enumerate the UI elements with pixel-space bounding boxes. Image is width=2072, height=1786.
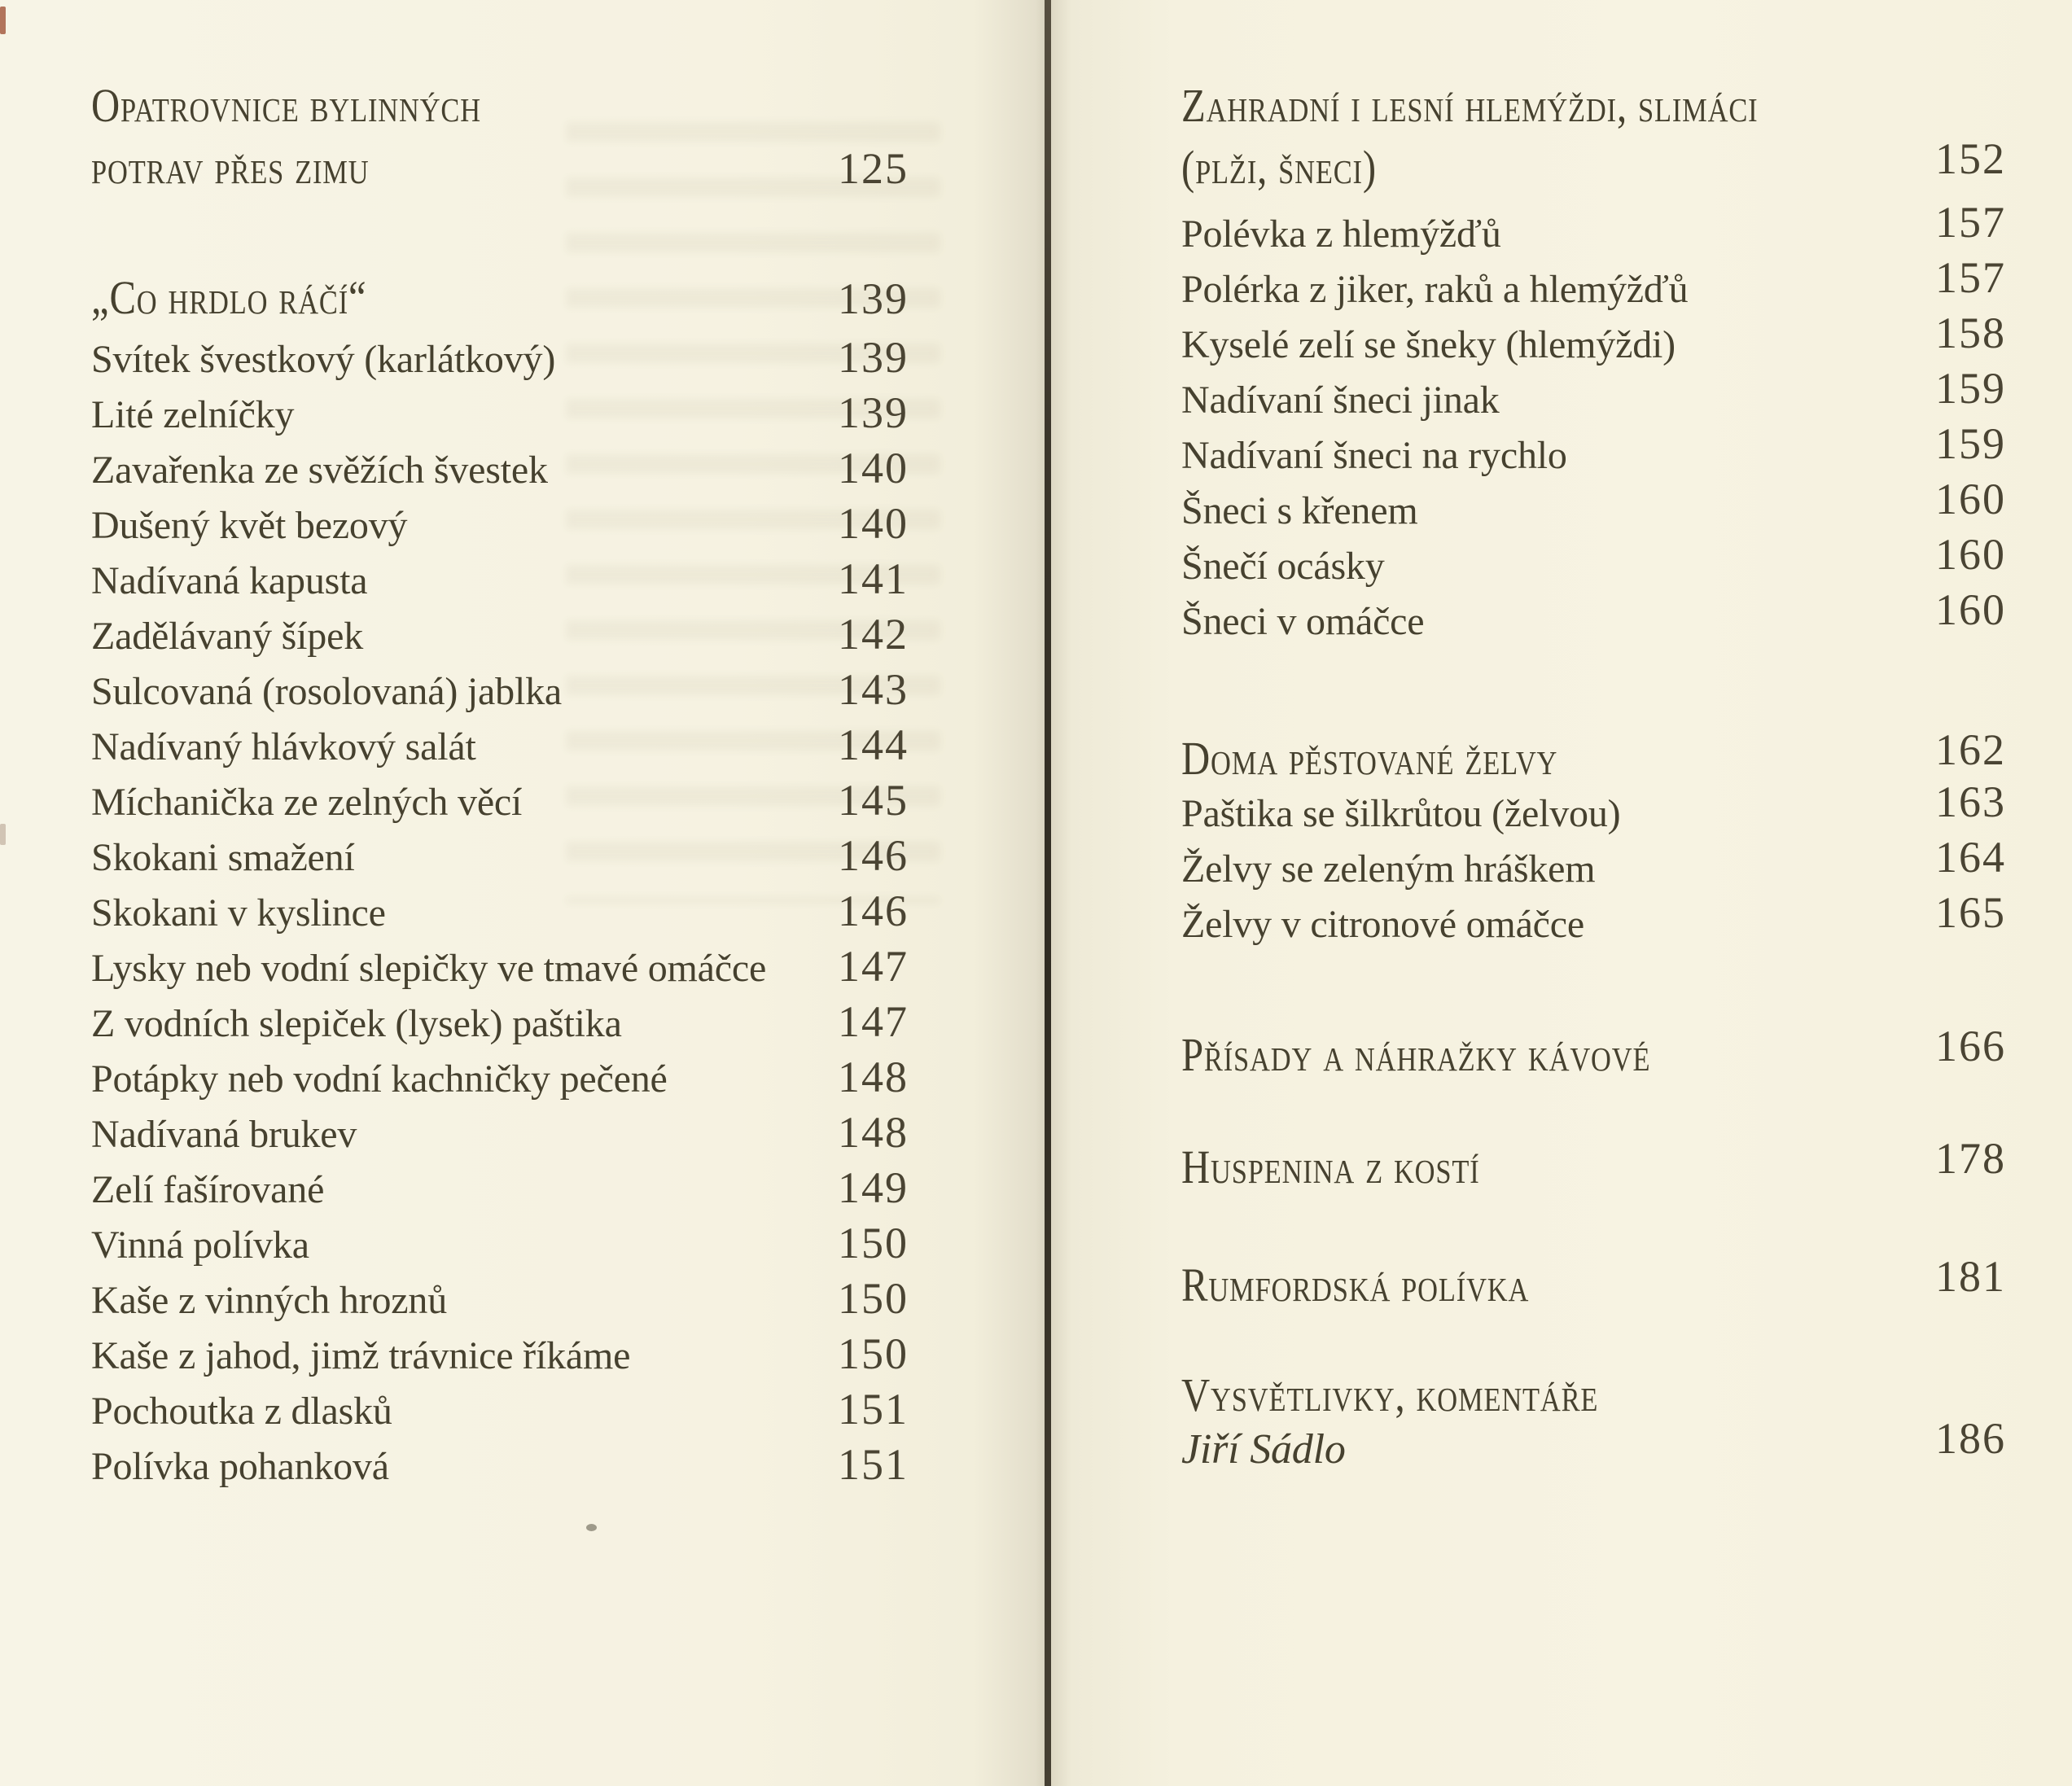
toc-entry-page-number: 145: [838, 776, 909, 825]
toc-entry-page-number: 139: [838, 274, 909, 323]
toc-entry-label: Vinná polívka: [91, 1223, 309, 1267]
toc-entry-label: Nadívaná brukev: [91, 1113, 357, 1156]
toc-section-heading: [1181, 1134, 2006, 1195]
heading-line: Doma pěstované želvy: [1181, 732, 1558, 785]
toc-entry: [91, 1273, 909, 1329]
toc-entry-page-number: 147: [838, 942, 909, 991]
toc-entry-page-number: 160: [1935, 585, 2006, 634]
toc-entry-author: Jiří Sádlo: [1181, 1426, 1346, 1473]
toc-entry-page-number: 157: [1935, 198, 2006, 247]
toc-section-heading: [1181, 78, 2006, 140]
toc-entry: [91, 664, 909, 720]
toc-entry-page-number: 152: [1935, 134, 2006, 183]
toc-entry-page-number: 181: [1935, 1252, 2006, 1301]
toc-entry-label: Želvy v citronové omáčce: [1181, 903, 1584, 946]
toc-entry: [1181, 1414, 2006, 1478]
toc-entry-page-number: 158: [1935, 309, 2006, 357]
toc-section-heading: [1181, 1022, 2006, 1083]
toc-entry-label: Zavařenka ze svěžích švestek: [91, 449, 548, 492]
left-toc-column: [91, 78, 909, 1495]
toc-entry-label: Zelí fašírované: [91, 1168, 325, 1211]
heading-line: Zahradní i lesní hlemýždi, slimáci: [1181, 79, 1759, 132]
toc-entry: [1181, 833, 2006, 897]
toc-entry: [91, 941, 909, 996]
right-toc-column: [1181, 78, 2006, 1478]
toc-entry-label: Polívka pohanková: [91, 1445, 389, 1488]
toc-entry-label: Paštika se šilkrůtou (želvou): [1181, 792, 1621, 835]
toc-entry-page-number: 165: [1935, 888, 2006, 937]
toc-entry-label: Nadívaní šneci na rychlo: [1181, 434, 1567, 477]
heading-line: Vysvětlivky, komentáře: [1181, 1368, 1599, 1421]
toc-entry-label: Želvy se zeleným hráškem: [1181, 847, 1596, 891]
toc-entry: [91, 609, 909, 664]
toc-entry-label: Míchanička ze zelných věcí: [91, 781, 523, 824]
toc-entry: [1181, 253, 2006, 317]
toc-entry-page-number: 159: [1935, 419, 2006, 468]
toc-entry-page-number: 142: [838, 610, 909, 659]
toc-entry: [1181, 585, 2006, 650]
toc-entry-label: Šneci s křenem: [1181, 489, 1418, 532]
toc-entry: [91, 886, 909, 941]
toc-entry: [91, 443, 909, 498]
toc-entry-page-number: 160: [1935, 530, 2006, 579]
toc-entry-page-number: 164: [1935, 833, 2006, 882]
toc-entry: [91, 1107, 909, 1162]
toc-entry-label: Nadívaní šneci jinak: [1181, 379, 1500, 422]
toc-entry-page-number: 160: [1935, 475, 2006, 523]
toc-section-heading: [1181, 1368, 2006, 1423]
toc-entry: [91, 1439, 909, 1495]
toc-entry-label: Z vodních slepiček (lysek) paštika: [91, 1002, 622, 1045]
toc-entry-label: Dušený květ bezový: [91, 504, 408, 547]
toc-entry-label: Skokani v kyslince: [91, 891, 386, 935]
toc-entry-label: Polévka z hlemýžďů: [1181, 212, 1501, 256]
toc-entry: [91, 830, 909, 886]
toc-entry-page-number: 186: [1935, 1414, 2006, 1463]
page-edge-mark: [0, 824, 6, 845]
toc-entry-label: Skokani smažení: [91, 836, 355, 879]
book-gutter: [1045, 0, 1051, 1786]
toc-entry-page-number: 140: [838, 499, 909, 548]
heading-line: potrav přes zimu: [91, 141, 370, 194]
toc-entry: [1181, 530, 2006, 594]
toc-entry-page-number: 125: [838, 144, 909, 193]
toc-entry-page-number: 146: [838, 831, 909, 880]
toc-entry-label: Šneci v omáčce: [1181, 600, 1425, 643]
toc-entry: [91, 1384, 909, 1439]
toc-section-heading: [91, 140, 909, 202]
toc-entry-label: Zadělávaný šípek: [91, 615, 363, 658]
toc-entry: [1181, 777, 2006, 842]
toc-entry: [1181, 419, 2006, 484]
toc-entry-page-number: 151: [838, 1385, 909, 1434]
toc-entry: [1181, 888, 2006, 952]
toc-entry: [1181, 309, 2006, 373]
toc-entry: [91, 387, 909, 443]
toc-entry-page-number: 144: [838, 720, 909, 769]
toc-entry-label: Lité zelníčky: [91, 393, 295, 436]
toc-entry-page-number: 141: [838, 554, 909, 603]
toc-entry-page-number: 150: [838, 1329, 909, 1378]
toc-entry: [91, 332, 909, 387]
heading-line: Huspenina z kostí: [1181, 1140, 1480, 1193]
toc-entry-page-number: 139: [838, 333, 909, 382]
toc-entry-page-number: 162: [1935, 725, 2006, 774]
toc-section-heading: [1181, 134, 2006, 202]
toc-entry-label: Svítek švestkový (karlátkový): [91, 338, 556, 381]
page-edge-mark: [0, 7, 6, 34]
toc-entry-page-number: 147: [838, 997, 909, 1046]
toc-entry: [91, 720, 909, 775]
heading-line: Opatrovnice bylinných: [91, 79, 481, 132]
toc-entry-label: Šnečí ocásky: [1181, 545, 1385, 588]
toc-entry-page-number: 148: [838, 1053, 909, 1101]
toc-entry-label: Nadívaná kapusta: [91, 559, 368, 602]
toc-entry: [1181, 364, 2006, 428]
toc-entry-page-number: 139: [838, 388, 909, 437]
toc-entry-label: Lysky neb vodní slepičky ve tmavé omáčce: [91, 947, 767, 990]
toc-entry-page-number: 166: [1935, 1022, 2006, 1070]
toc-entry-page-number: 143: [838, 665, 909, 714]
toc-entry: [91, 1329, 909, 1384]
toc-entry-page-number: 140: [838, 444, 909, 492]
toc-entry-label: Polérka z jiker, raků a hlemýžďů: [1181, 268, 1689, 311]
toc-entry-page-number: 157: [1935, 253, 2006, 302]
toc-entry: [91, 554, 909, 609]
toc-entry-page-number: 150: [838, 1274, 909, 1323]
toc-section-heading: [91, 78, 909, 140]
toc-entry: [91, 996, 909, 1052]
toc-entry-page-number: 151: [838, 1440, 909, 1489]
toc-entry-label: Nadívaný hlávkový salát: [91, 725, 476, 768]
toc-entry-page-number: 178: [1935, 1134, 2006, 1183]
heading-line: „Co hrdlo ráčí“: [91, 271, 367, 324]
toc-entry: [1181, 475, 2006, 539]
toc-section-heading: [1181, 1252, 2006, 1313]
toc-entry-label: Kaše z jahod, jimž trávnice říkáme: [91, 1334, 631, 1377]
heading-line: Přísady a náhražky kávové: [1181, 1028, 1651, 1081]
toc-entry: [1181, 198, 2006, 262]
paper-speck: [586, 1524, 597, 1531]
heading-line: Rumfordská polívka: [1181, 1259, 1530, 1311]
toc-entry-label: Kyselé zelí se šneky (hlemýždi): [1181, 323, 1676, 366]
toc-entry-page-number: 148: [838, 1108, 909, 1157]
toc-entry-label: Kaše z vinných hroznů: [91, 1279, 447, 1322]
toc-section-heading: [1181, 725, 2006, 786]
right-page: [1051, 0, 2072, 1786]
toc-entry: [91, 1218, 909, 1273]
toc-entry-label: Sulcovaná (rosolovaná) jablka: [91, 670, 563, 713]
toc-entry: [91, 1162, 909, 1218]
toc-entry: [91, 775, 909, 830]
toc-entry-page-number: 146: [838, 886, 909, 935]
toc-entry-page-number: 150: [838, 1219, 909, 1267]
toc-entry: [91, 498, 909, 554]
toc-entry-page-number: 159: [1935, 364, 2006, 413]
toc-entry-label: Potápky neb vodní kachničky pečené: [91, 1057, 668, 1101]
toc-entry-page-number: 163: [1935, 777, 2006, 826]
toc-entry-page-number: 149: [838, 1163, 909, 1212]
toc-section-heading: [91, 270, 909, 332]
toc-entry: [91, 1052, 909, 1107]
heading-line: (plži, šneci): [1181, 141, 1377, 194]
toc-entry-label: Pochoutka z dlasků: [91, 1390, 392, 1433]
